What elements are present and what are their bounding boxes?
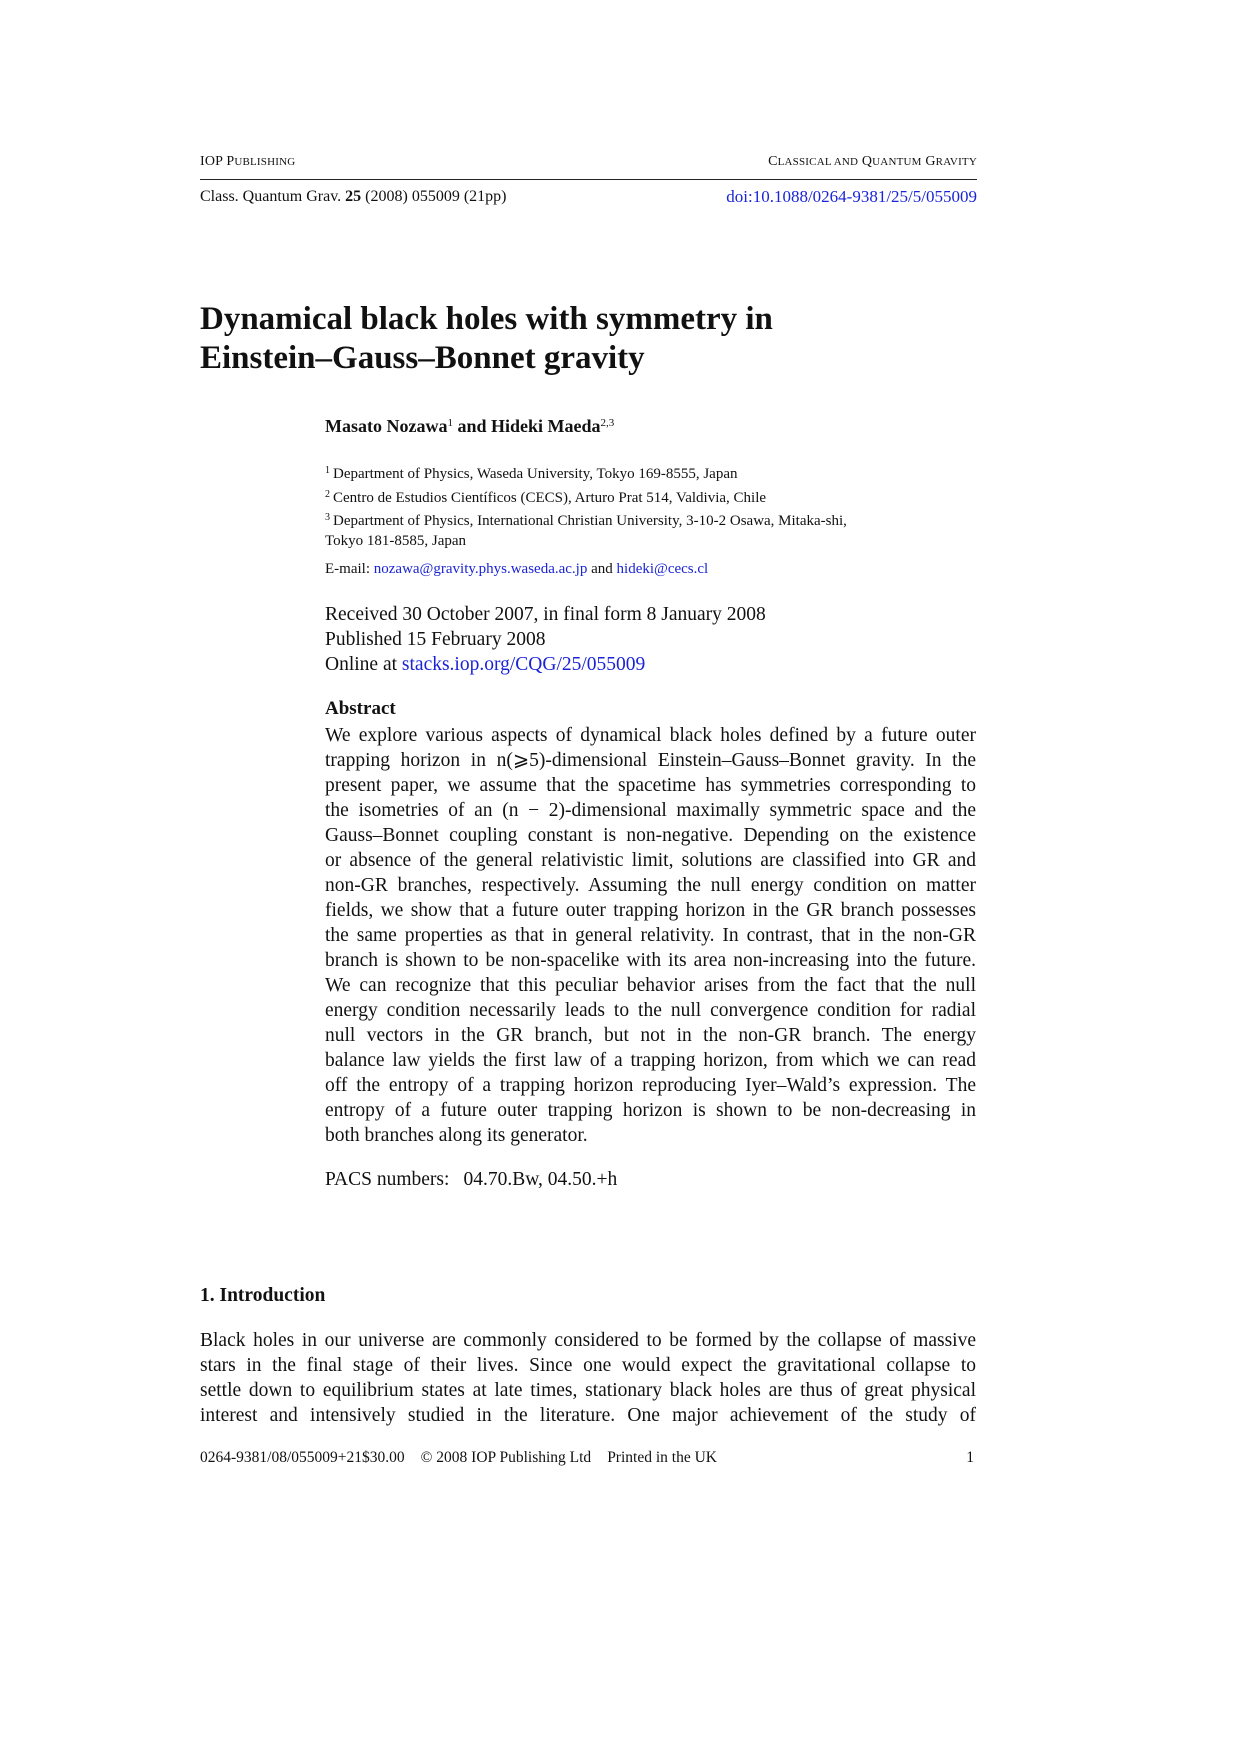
author-conjunction: and xyxy=(452,416,492,436)
journal-name-part: G xyxy=(921,154,936,169)
affiliation xyxy=(325,485,975,509)
online-line xyxy=(325,652,766,677)
body-line: stars in the final stage of their lives. Since one would expect the gravitational collapse to xyxy=(200,1355,976,1376)
abstract-heading: Abstract xyxy=(325,698,396,719)
author-list xyxy=(325,416,614,437)
abstract-line: Gauss–Bonnet coupling constant is non-negative. Depending on the existence xyxy=(325,825,976,846)
journal-name-part: RAVITY xyxy=(935,156,977,168)
citation-volume: 25 xyxy=(345,188,362,205)
journal-citation xyxy=(200,188,506,206)
citation-journal: Class. Quantum Grav. xyxy=(200,188,346,205)
online-link[interactable]: stacks.iop.org/CQG/25/055009 xyxy=(401,654,646,675)
paper-title xyxy=(200,300,980,378)
author-affiliation-mark: 1 xyxy=(447,417,453,429)
body-line: Black holes in our universe are commonly considered to be formed by the collapse of massive xyxy=(200,1330,976,1351)
affiliation-mark: 2 xyxy=(325,488,330,500)
body-line: interest and intensively studied in the literature. One major achievement of the study of xyxy=(200,1405,976,1426)
abstract-line: null vectors in the GR branch, but not in the non-GR branch. The energy xyxy=(325,1025,976,1046)
published-date: Published 15 February 2008 xyxy=(325,629,546,650)
affiliation-mark: 1 xyxy=(325,465,330,476)
affiliation xyxy=(325,508,975,532)
body-line: settle down to equilibrium states at late times, stationary black holes are thus of great physical xyxy=(200,1380,976,1401)
footer-code: 0264-9381/08/055009+21$30.00 xyxy=(200,1449,405,1466)
publisher-name-smallcaps: UBLISHING xyxy=(234,156,296,168)
pacs-label: PACS numbers: xyxy=(325,1169,450,1190)
section-heading: 1. Introduction xyxy=(200,1285,326,1306)
author-affiliation-mark: 2,3 xyxy=(600,417,615,429)
abstract-line: balance law yields the first law of a trapping horizon, from which we can read xyxy=(325,1050,976,1071)
doi-link[interactable]: doi:10.1088/0264-9381/25/5/055009 xyxy=(726,187,977,206)
citation-details: (2008) 055009 (21pp) xyxy=(361,188,507,205)
email-link-nozawa[interactable]: nozawa@gravity.phys.waseda.ac.jp xyxy=(373,561,588,577)
page-footer xyxy=(200,1449,717,1467)
affiliation-text: Department of Physics, International Christian University, 3-10-2 Osawa, Mitaka-shi, xyxy=(333,513,847,529)
footer-printed: Printed in the UK xyxy=(607,1449,717,1466)
journal-name-part: UANTUM xyxy=(872,156,922,168)
abstract-line: both branches along its generator. xyxy=(325,1125,588,1146)
affiliation-list xyxy=(325,461,975,551)
paper-title-line: Dynamical black holes with symmetry in xyxy=(200,301,773,337)
received-date: Received 30 October 2007, in final form 8 January 2008 xyxy=(325,604,766,625)
abstract-line: We explore various aspects of dynamical black holes defined by a future outer xyxy=(325,725,976,746)
abstract-line: the same properties as that in general relativity. In contrast, that in the non-GR xyxy=(325,925,976,946)
affiliation xyxy=(325,461,975,485)
email-line xyxy=(325,561,708,578)
publication-dates xyxy=(325,602,766,677)
pacs-values: 04.70.Bw, 04.50.+h xyxy=(463,1169,618,1190)
publisher-name xyxy=(200,154,295,170)
journal-name-part: LASSICAL AND xyxy=(777,156,859,168)
affiliation-text: Department of Physics, Waseda University, Tokyo 169-8555, Japan xyxy=(333,466,738,482)
page-number: 1 xyxy=(966,1449,974,1466)
affiliation-text: Centro de Estudios Científicos (CECS), Arturo Prat 514, Valdivia, Chile xyxy=(333,489,767,506)
abstract-line: off the entropy of a trapping horizon reproducing Iyer–Wald’s expression. The xyxy=(325,1075,976,1096)
pacs-numbers xyxy=(325,1169,617,1191)
paper-title-line: Einstein–Gauss–Bonnet gravity xyxy=(200,340,645,376)
abstract-line: energy condition necessarily leads to the null convergence condition for radial xyxy=(325,1000,976,1021)
header-rule xyxy=(200,179,977,180)
abstract-line: or absence of the general relativistic limit, solutions are classified into GR and xyxy=(325,850,976,871)
abstract-line: fields, we show that a future outer trapping horizon in the GR branch possesses xyxy=(325,900,976,921)
abstract-line: entropy of a future outer trapping horizon is shown to be non-decreasing in xyxy=(325,1100,976,1121)
affiliation xyxy=(325,532,975,552)
abstract-line: branch is shown to be non-spacelike with its area non-increasing into the future. xyxy=(325,950,976,971)
author-name: Hideki Maeda xyxy=(491,416,601,436)
email-link-maeda[interactable]: hideki@cecs.cl xyxy=(616,561,709,577)
abstract-line: the isometries of an (n − 2)-dimensional maximally symmetric space and the xyxy=(325,800,976,821)
affiliation-text: Tokyo 181-8585, Japan xyxy=(325,532,467,549)
abstract-body xyxy=(325,723,976,1148)
abstract-line: non-GR branches, respectively. Assuming the null energy condition on matter xyxy=(325,875,976,896)
journal-name-part: C xyxy=(768,154,778,169)
abstract-line: present paper, we assume that the spacetime has symmetries corresponding to xyxy=(325,775,976,796)
journal-name-part: Q xyxy=(858,154,873,169)
publisher-name-caps: IOP P xyxy=(200,154,235,169)
affiliation-mark: 3 xyxy=(325,512,330,523)
email-conjunction: and xyxy=(587,561,617,577)
journal-name xyxy=(768,154,977,170)
footer-copyright: © 2008 IOP Publishing Ltd xyxy=(420,1449,592,1466)
online-label: Online at xyxy=(325,654,402,675)
section-body xyxy=(200,1328,976,1428)
abstract-line: We can recognize that this peculiar behavior arises from the fact that the null xyxy=(325,975,976,996)
abstract-line: trapping horizon in n(⩾5)-dimensional Einstein–Gauss–Bonnet gravity. In the xyxy=(325,750,976,771)
author-name: Masato Nozawa xyxy=(325,416,448,436)
email-label: E-mail: xyxy=(325,561,374,577)
